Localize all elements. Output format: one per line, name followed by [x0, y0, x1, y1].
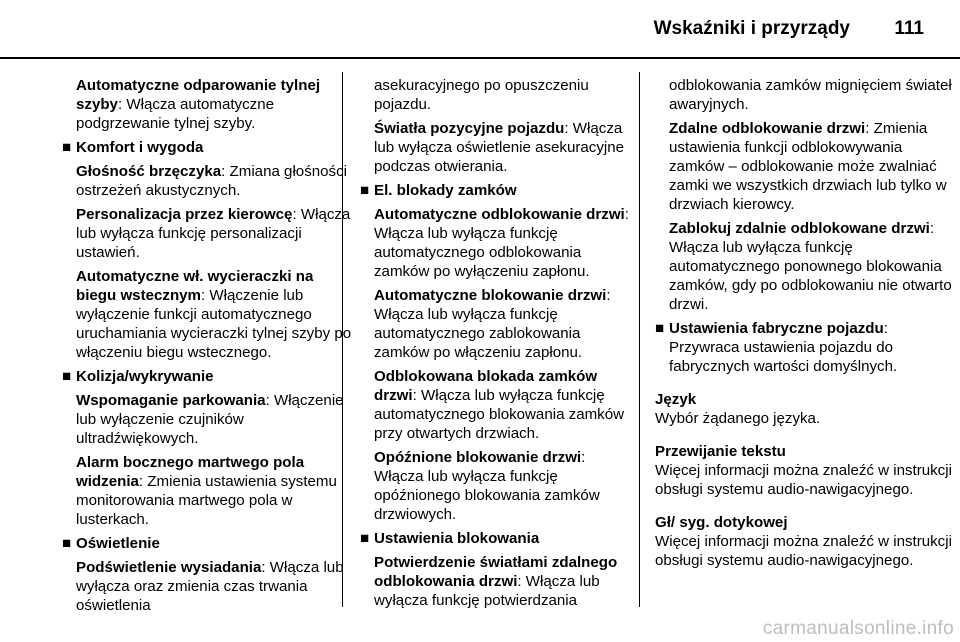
section-text-scroll [655, 442, 955, 499]
column-divider-2 [639, 72, 640, 607]
heading-text: El. blokady zamków [374, 182, 517, 199]
bullet-heading [62, 367, 352, 386]
paragraph [360, 553, 638, 610]
section-language [655, 390, 955, 428]
description: : Włączenie lub wyłączenie funkcji automatycznego uruchamiania wycieraczki tylnej szyby po włączeniu biegu wstecznego. [76, 287, 352, 361]
description: : Włącza lub wyłącza funkcję automatycznego blokowania zamków przy otwartych drzwiach. [374, 387, 625, 442]
description: : Zmienia ustawienia systemu monitorowania martwego pola w lusterkach. [76, 473, 337, 528]
description: odblokowania zamków mignięciem świateł awaryjnych. [669, 77, 952, 113]
bullet-square-icon: ■ [655, 320, 665, 337]
section-text: Więcej informacji można znaleźć w instrukcji obsługi systemu audio-nawigacyjnego. [655, 533, 952, 569]
paragraph [360, 448, 638, 524]
paragraph [62, 391, 352, 448]
paragraph [62, 76, 352, 133]
term: Zdalne odblokowanie drzwi [669, 120, 866, 137]
bullet-square-icon: ■ [62, 535, 72, 552]
paragraph [62, 558, 352, 615]
paragraph [62, 205, 352, 262]
description: : Włącza lub wyłącza oraz zmienia czas trwania oświetlenia [76, 559, 344, 614]
paragraph [655, 219, 955, 314]
bullet-square-icon: ■ [360, 182, 370, 199]
description: : Włącza lub wyłącza funkcję personalizacji ustawień. [76, 206, 351, 261]
term: Potwierdzenie światłami zdalnego odblokowania drzwi [374, 554, 618, 590]
paragraph [360, 119, 638, 176]
heading-text: Oświetlenie [76, 535, 160, 552]
column-2 [360, 76, 638, 615]
bullet-heading [360, 181, 638, 200]
paragraph [62, 162, 352, 200]
description: : Włącza lub wyłącza funkcję opóźnionego blokowania zamków drzwiowych. [374, 449, 600, 523]
term: Ustawienia fabryczne pojazdu [669, 320, 884, 337]
paragraph [360, 76, 638, 114]
section-heading: Gł/ syg. dotykowej [655, 514, 788, 531]
column-1 [62, 76, 352, 620]
term: Personalizacja przez kierowcę [76, 206, 293, 223]
heading-text: Ustawienia blokowania [374, 530, 540, 547]
description: : Włączenie lub wyłączenie czujników ultradźwiękowych. [76, 392, 344, 447]
section-heading: Język [655, 391, 697, 408]
term: Głośność brzęczyka [76, 163, 222, 180]
bullet-heading [62, 138, 352, 157]
paragraph [655, 119, 955, 214]
term: Światła pozycyjne pojazdu [374, 120, 565, 137]
description: : Zmiana głośności ostrzeżeń akustycznych. [76, 163, 347, 199]
header-rule [0, 57, 960, 59]
bullet-heading [360, 529, 638, 548]
bullet-square-icon: ■ [62, 368, 72, 385]
description: : Włącza lub wyłącza oświetlenie asekuracyjne podczas otwierania. [374, 120, 625, 175]
heading-text: Kolizja/wykrywanie [76, 368, 214, 385]
paragraph [360, 367, 638, 443]
bullet-square-icon: ■ [360, 530, 370, 547]
term: Automatyczne odblokowanie drzwi [374, 206, 625, 223]
term: Wspomaganie parkowania [76, 392, 266, 409]
term: Podświetlenie wysiadania [76, 559, 262, 576]
term: Opóźnione blokowanie drzwi [374, 449, 582, 466]
paragraph [62, 267, 352, 362]
term: Automatyczne wł. wycieraczki na biegu wstecznym [76, 268, 314, 304]
bullet-square-icon: ■ [62, 139, 72, 156]
heading-text: Komfort i wygoda [76, 139, 204, 156]
description: : Włącza lub wyłącza funkcję automatycznego ponownego blokowania zamków, gdy po odblokowaniu nie otwarto drzwi. [669, 220, 952, 313]
bullet-heading [62, 534, 352, 553]
page-header [0, 0, 960, 60]
watermark: carmanualsonline.info [762, 618, 954, 639]
header-title: Wskaźniki i przyrządy [653, 18, 850, 39]
term: Automatyczne blokowanie drzwi [374, 287, 607, 304]
paragraph [655, 76, 955, 114]
page-number: 111 [894, 18, 924, 39]
section-heading: Przewijanie tekstu [655, 443, 786, 460]
description: : Włącza lub wyłącza funkcję potwierdzania [374, 573, 600, 609]
section-touch-volume [655, 513, 955, 570]
description: asekuracyjnego po opuszczeniu pojazdu. [374, 77, 589, 113]
section-text: Wybór żądanego języka. [655, 410, 821, 427]
paragraph [360, 286, 638, 362]
term: Zablokuj zdalnie odblokowane drzwi [669, 220, 930, 237]
paragraph [360, 205, 638, 281]
paragraph [62, 453, 352, 529]
description: : Włącza lub wyłącza funkcję automatycznego zablokowania zamków po włączeniu zapłonu. [374, 287, 611, 361]
bullet-heading [655, 319, 955, 376]
description: : Włącza lub wyłącza funkcję automatycznego odblokowania zamków po wyłączeniu zapłonu. [374, 206, 629, 280]
description: : Przywraca ustawienia pojazdu do fabrycznych wartości domyślnych. [669, 320, 898, 375]
column-3 [655, 76, 955, 570]
section-text: Więcej informacji można znaleźć w instrukcji obsługi systemu audio-nawigacyjnego. [655, 462, 952, 498]
description: : Zmienia ustawienia funkcji odblokowywania zamków – odblokowanie może zwalniać zamki we wszystkich drzwiach lub tylko w drzwiach kierowcy. [669, 120, 947, 213]
term: Automatyczne odparowanie tylnej szyby [76, 77, 321, 113]
term: Odblokowana blokada zamków drzwi [374, 368, 598, 404]
description: : Włącza automatyczne podgrzewanie tylnej szyby. [76, 96, 274, 132]
term: Alarm bocznego martwego pola widzenia [76, 454, 305, 490]
